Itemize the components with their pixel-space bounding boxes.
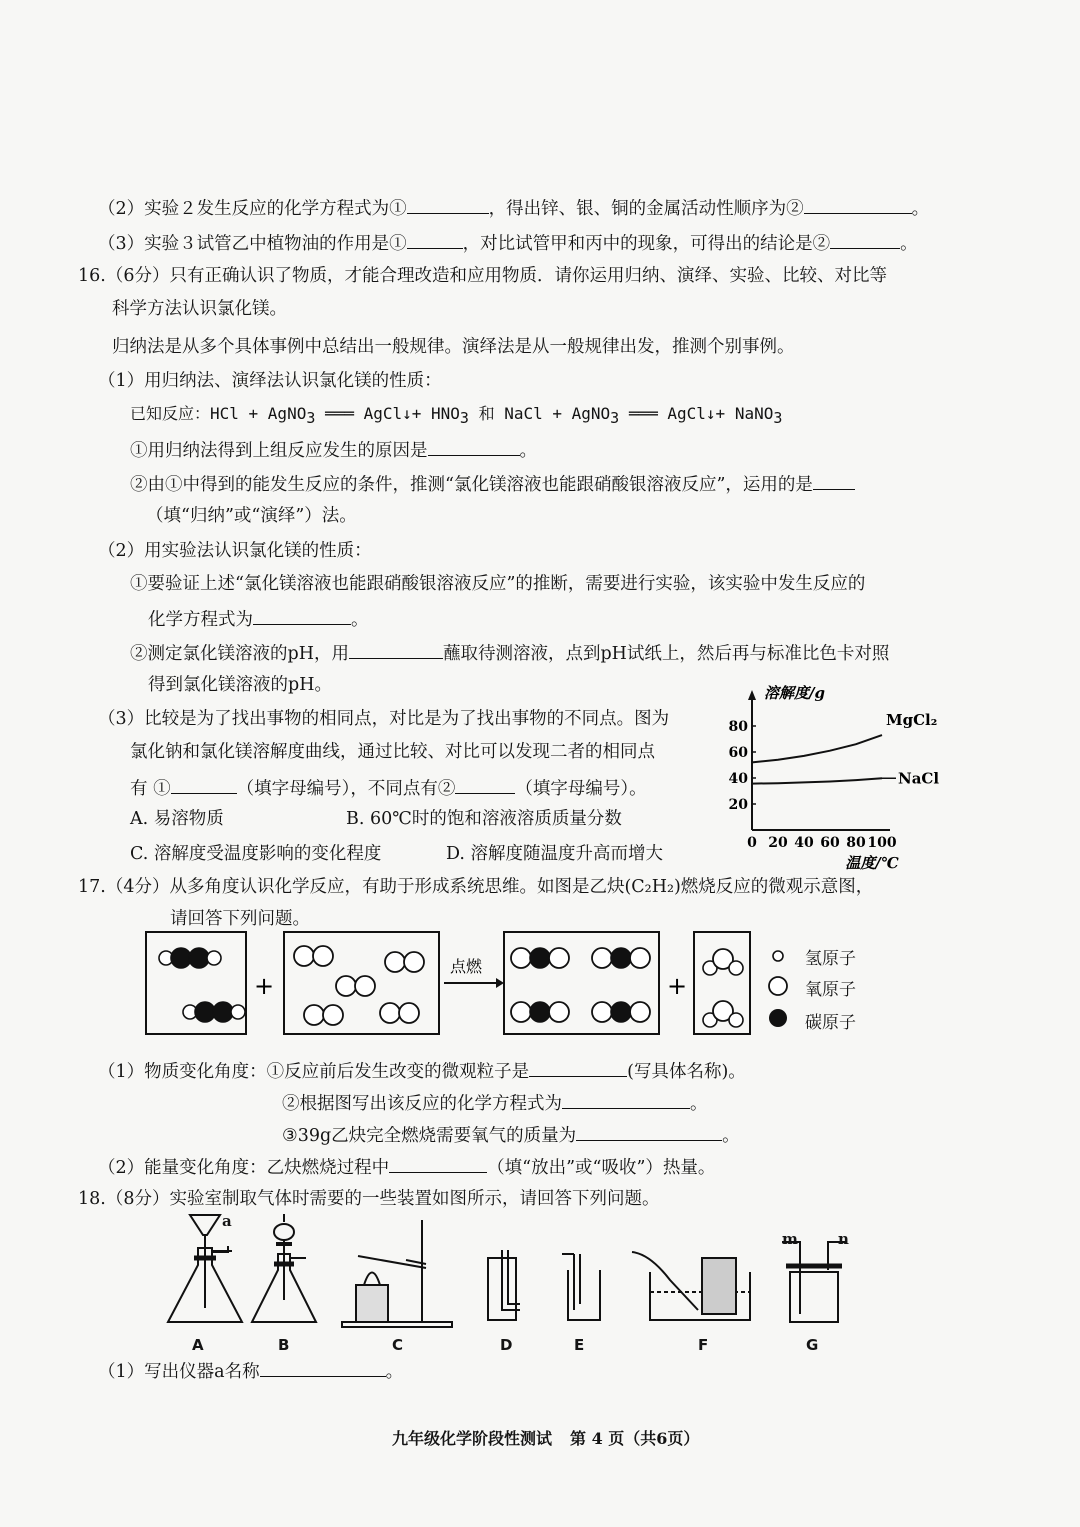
- legend-hydrogen: 氢原子: [805, 949, 856, 969]
- apparatus-label-e: E: [574, 1336, 585, 1354]
- q16-1-2: ②由①中得到的能发生反应的条件，推测“氯化镁溶液也能跟硝酸银溶液反应”，运用的是: [130, 471, 855, 496]
- x-tick-label: 0: [747, 835, 757, 851]
- apparatus-f: [632, 1252, 750, 1320]
- plus-sign-2: +: [667, 972, 688, 1000]
- x-tick-label: 20: [768, 835, 788, 851]
- q16-2-1: ①要验证上述“氯化镁溶液也能跟硝酸银溶液反应”的推断，需要进行实验，该实验中发生反应的: [130, 574, 866, 594]
- q16-known-reactions: 已知反应：HCl + AgNO$_3$ ═══ AgCl↓+ $HNO_3$ 和 NaCl + AgNO$_3$ ═══ AgCl↓+ NaNO$_3$: [130, 404, 783, 428]
- q16-part-3c: 有 ① （填字母编号），不同点有② （填字母编号）。: [130, 775, 647, 800]
- co2-molecule: [511, 1002, 569, 1022]
- apparatus-label-b: B: [278, 1336, 290, 1354]
- legend-h-icon: [773, 951, 783, 961]
- apparatus-label-d: D: [500, 1336, 513, 1354]
- label-m: m: [782, 1230, 798, 1248]
- q16-1-2b: （填“归纳”或“演绎”）法。: [146, 506, 357, 526]
- x-tick-label: 60: [820, 835, 840, 851]
- y-axis-label: 溶解度/g: [764, 684, 825, 702]
- q16-1-1: ①用归纳法得到上组反应发生的原因是 。: [130, 437, 537, 462]
- series-label: NaCl: [898, 769, 940, 788]
- x-tick-label: 100: [867, 835, 897, 851]
- apparatus-e: [562, 1254, 600, 1320]
- apparatus-label-a: A: [192, 1336, 204, 1354]
- solubility-chart: [720, 684, 940, 872]
- water-molecule: [703, 949, 743, 975]
- apparatus-d: [488, 1250, 520, 1320]
- q16-part-3b: 氯化钠和氯化镁溶解度曲线，通过比较、对比可以发现二者的相同点: [130, 742, 655, 762]
- series-line-mgcl2: [752, 735, 882, 762]
- footer-title: 九年级化学阶段性测试: [392, 1429, 553, 1448]
- q17-1-2: ②根据图写出该反应的化学方程式为 。: [282, 1090, 708, 1115]
- x-tick-label: 40: [794, 835, 814, 851]
- apparatus-label-f: F: [698, 1336, 709, 1354]
- q16-part-2: （2）用实验法认识氯化镁的性质：: [98, 541, 372, 561]
- co2-molecule: [592, 1002, 650, 1022]
- q16-option-d: D. 溶解度随温度升高而增大: [446, 844, 664, 864]
- x-tick-label: 80: [846, 835, 866, 851]
- y-axis-arrow: [748, 690, 756, 700]
- x-axis-label: 温度/℃: [845, 854, 899, 872]
- label-a: a: [222, 1212, 232, 1230]
- q16-2-2c: 得到氯化镁溶液的pH。: [148, 675, 332, 695]
- oxygen-molecule: [385, 952, 424, 972]
- co2-molecule: [511, 948, 569, 968]
- oxygen-molecule: [380, 1003, 419, 1023]
- q16-option-a: A. 易溶物质: [130, 809, 224, 829]
- q17-head: 17.（4分）从多角度认识化学反应，有助于形成系统思维。如图是乙炔(C₂H₂)燃烧反应的微观示意图，: [78, 877, 874, 897]
- series-label: MgCl₂: [886, 711, 938, 730]
- apparatus-g: [782, 1242, 846, 1322]
- acetylene-molecule: [159, 948, 221, 968]
- q17-part-2: （2）能量变化角度：乙炔燃烧过程中 （填“放出”或“吸收”）热量。: [98, 1154, 715, 1179]
- q15-line-3: （3）实验３试管乙中植物油的作用是① ，对比试管甲和丙中的现象，可得出的结论是② 。: [98, 230, 918, 255]
- q16-2-2: ②测定氯化镁溶液的pH，用 蘸取待测溶液，点到pH试纸上，然后再与标准比色卡对照: [130, 640, 889, 665]
- q17-head-2: 请回答下列问题。: [170, 909, 310, 929]
- oxygen-molecule: [294, 946, 333, 966]
- q16-part-3: （3）比较是为了找出事物的相同点，对比是为了找出事物的不同点。图为: [98, 709, 670, 729]
- y-tick-label: 40: [728, 771, 748, 787]
- legend-o-icon: [769, 977, 787, 995]
- y-tick-label: 80: [728, 719, 748, 735]
- water-molecule: [703, 1001, 743, 1027]
- ignite-label: 点燃: [450, 957, 483, 976]
- q16-head-2: 科学方法认识氯化镁。: [112, 299, 287, 319]
- legend-oxygen: 氧原子: [805, 980, 856, 1000]
- label-n: n: [838, 1230, 849, 1248]
- apparatus-a: [168, 1215, 242, 1322]
- oxygen-molecule: [304, 1005, 343, 1025]
- oxygen-molecule: [336, 976, 375, 996]
- q16-option-c: C. 溶解度受温度影响的变化程度: [130, 844, 382, 864]
- apparatus-c: [342, 1220, 452, 1327]
- apparatus-b: [252, 1214, 316, 1322]
- q16-intro: 归纳法是从多个具体事例中总结出一般规律。演绎法是从一般规律出发，推测个别事例。: [112, 337, 795, 357]
- micro-reaction-diagram: [140, 926, 900, 1041]
- y-tick-label: 20: [728, 797, 748, 813]
- q18-part-1: （1）写出仪器a名称 。: [98, 1358, 403, 1383]
- legend-c-icon: [769, 1009, 787, 1027]
- footer-page: 第 4 页（共6页）: [570, 1429, 700, 1448]
- q16-option-b: B. 60℃时的饱和溶液溶质质量分数: [346, 809, 622, 829]
- series-line-nacl: [752, 778, 882, 783]
- plus-sign-1: +: [254, 972, 275, 1000]
- q17-1-3: ③39g乙炔完全燃烧需要氧气的质量为 。: [282, 1122, 740, 1147]
- q16-2-1b: 化学方程式为 。: [148, 606, 369, 631]
- y-tick-label: 60: [728, 745, 748, 761]
- co2-molecule: [592, 948, 650, 968]
- q15-line-2: （2）实验２发生反应的化学方程式为① ，得出锌、银、铜的金属活动性顺序为② 。: [98, 195, 929, 220]
- apparatus-diagram: [150, 1210, 870, 1335]
- q16-part-1: （1）用归纳法、演绎法认识氯化镁的性质：: [98, 371, 442, 391]
- q18-head: 18.（8分）实验室制取气体时需要的一些装置如图所示，请回答下列问题。: [78, 1189, 660, 1209]
- acetylene-molecule: [183, 1002, 245, 1022]
- legend-carbon: 碳原子: [805, 1013, 856, 1033]
- q17-part-1: （1）物质变化角度：①反应前后发生改变的微观粒子是 (写具体名称)。: [98, 1058, 746, 1083]
- apparatus-label-g: G: [806, 1336, 819, 1354]
- q16-head: 16.（6分）只有正确认识了物质，才能合理改造和应用物质．请你运用归纳、演绎、实验、比较、对比等: [78, 266, 887, 286]
- apparatus-label-c: C: [392, 1336, 404, 1354]
